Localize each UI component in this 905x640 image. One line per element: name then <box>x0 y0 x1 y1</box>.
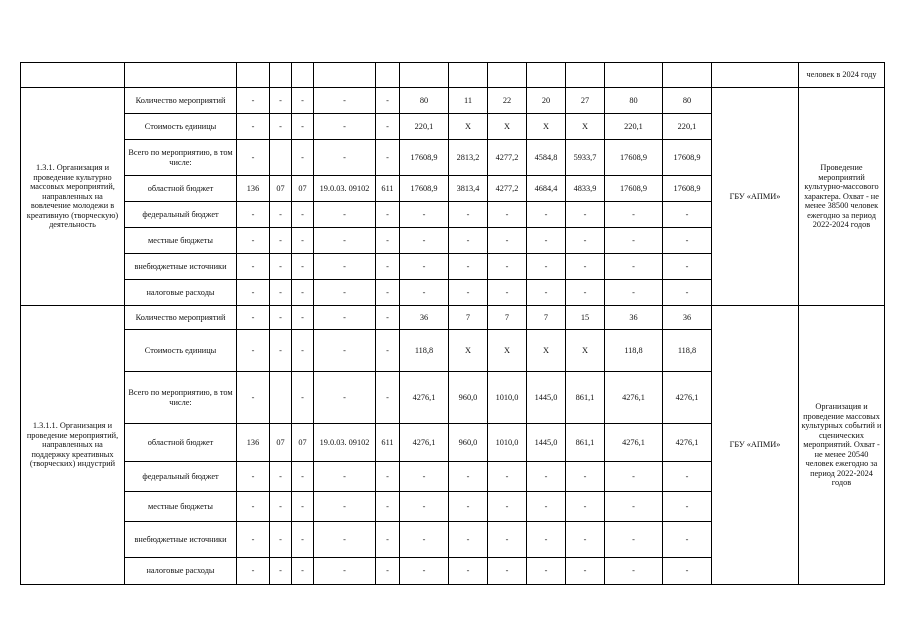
value-cell: - <box>270 462 292 492</box>
value-cell: - <box>400 280 449 306</box>
value-cell: - <box>663 254 712 280</box>
value-cell: - <box>237 254 270 280</box>
value-cell: - <box>605 462 663 492</box>
header-cell <box>237 63 270 88</box>
value-cell: - <box>449 492 488 522</box>
value-cell: - <box>292 140 314 176</box>
value-cell: - <box>270 202 292 228</box>
value-cell: - <box>527 522 566 558</box>
value-cell: - <box>376 202 400 228</box>
row-label: Количество мероприятий <box>125 88 237 114</box>
value-cell: 17608,9 <box>663 176 712 202</box>
value-cell: - <box>663 202 712 228</box>
value-cell: 15 <box>566 306 605 330</box>
header-cell <box>527 63 566 88</box>
header-cell <box>400 63 449 88</box>
executor-cell: ГБУ «АПМИ» <box>712 88 799 306</box>
value-cell: - <box>314 492 376 522</box>
value-cell: 4276,1 <box>605 424 663 462</box>
value-cell: 1010,0 <box>488 372 527 424</box>
row-label: Всего по мероприятию, в том числе: <box>125 140 237 176</box>
value-cell: - <box>605 254 663 280</box>
value-cell: - <box>314 140 376 176</box>
value-cell: - <box>449 462 488 492</box>
value-cell: 4277,2 <box>488 176 527 202</box>
value-cell: - <box>237 140 270 176</box>
value-cell: 20 <box>527 88 566 114</box>
value-cell: - <box>527 254 566 280</box>
value-cell: - <box>237 88 270 114</box>
header-cell <box>449 63 488 88</box>
value-cell: 136 <box>237 424 270 462</box>
value-cell: - <box>376 492 400 522</box>
value-cell: - <box>663 558 712 585</box>
row-label: внебюджетные источники <box>125 254 237 280</box>
value-cell: - <box>314 522 376 558</box>
value-cell: - <box>376 88 400 114</box>
row-label: налоговые расходы <box>125 558 237 585</box>
value-cell: - <box>449 202 488 228</box>
value-cell: - <box>237 114 270 140</box>
value-cell: - <box>527 280 566 306</box>
value-cell: 07 <box>270 176 292 202</box>
row-label: Количество мероприятий <box>125 306 237 330</box>
value-cell: X <box>527 330 566 372</box>
value-cell: 118,8 <box>663 330 712 372</box>
value-cell: 80 <box>663 88 712 114</box>
value-cell: 1445,0 <box>527 372 566 424</box>
value-cell: - <box>663 462 712 492</box>
value-cell: - <box>449 522 488 558</box>
header-cell <box>566 63 605 88</box>
value-cell: - <box>292 558 314 585</box>
row-label: налоговые расходы <box>125 280 237 306</box>
value-cell: - <box>400 558 449 585</box>
activity-name: 1.3.1.1. Организация и проведение мероприятий, направленных на поддержку креативных (творческих) индустрий <box>21 306 125 585</box>
value-cell: 19.0.03. 09102 <box>314 424 376 462</box>
value-cell: 4277,2 <box>488 140 527 176</box>
value-cell: - <box>376 558 400 585</box>
row-label: внебюджетные источники <box>125 522 237 558</box>
value-cell: - <box>376 306 400 330</box>
value-cell: 80 <box>605 88 663 114</box>
value-cell: 861,1 <box>566 372 605 424</box>
value-cell: 4833,9 <box>566 176 605 202</box>
value-cell: - <box>292 88 314 114</box>
value-cell: - <box>237 492 270 522</box>
value-cell: - <box>527 202 566 228</box>
value-cell: - <box>270 280 292 306</box>
value-cell: - <box>376 280 400 306</box>
value-cell: - <box>400 254 449 280</box>
row-label: Всего по мероприятию, в том числе: <box>125 372 237 424</box>
value-cell: - <box>376 522 400 558</box>
value-cell: 7 <box>449 306 488 330</box>
value-cell: - <box>292 114 314 140</box>
value-cell: - <box>270 228 292 254</box>
program-table <box>20 62 885 585</box>
value-cell: 118,8 <box>605 330 663 372</box>
value-cell: - <box>314 306 376 330</box>
value-cell: - <box>292 330 314 372</box>
value-cell: X <box>566 114 605 140</box>
value-cell: - <box>605 522 663 558</box>
value-cell: - <box>400 522 449 558</box>
header-cell <box>663 63 712 88</box>
value-cell: - <box>376 114 400 140</box>
value-cell: - <box>527 228 566 254</box>
value-cell: 4584,8 <box>527 140 566 176</box>
value-cell: - <box>400 462 449 492</box>
value-cell: - <box>400 202 449 228</box>
value-cell: - <box>566 280 605 306</box>
value-cell: 4276,1 <box>400 372 449 424</box>
value-cell: 2813,2 <box>449 140 488 176</box>
value-cell: - <box>605 492 663 522</box>
value-cell: - <box>663 280 712 306</box>
value-cell: - <box>314 330 376 372</box>
value-cell: - <box>566 228 605 254</box>
value-cell: - <box>270 522 292 558</box>
value-cell: - <box>270 492 292 522</box>
value-cell: - <box>376 372 400 424</box>
header-cell <box>270 63 292 88</box>
value-cell: - <box>566 254 605 280</box>
value-cell: 17608,9 <box>400 176 449 202</box>
value-cell: 36 <box>663 306 712 330</box>
value-cell: - <box>488 462 527 492</box>
value-cell: - <box>566 462 605 492</box>
row-label: областной бюджет <box>125 176 237 202</box>
value-cell: - <box>237 522 270 558</box>
value-cell: 4276,1 <box>400 424 449 462</box>
value-cell: - <box>270 558 292 585</box>
value-cell: - <box>314 228 376 254</box>
value-cell: - <box>314 114 376 140</box>
table-row <box>21 88 885 114</box>
value-cell: - <box>449 254 488 280</box>
goal-cell: Организация и проведение массовых культурных событий и сценических мероприятий. Охват - не менее 20540 человек ежегодно за период 2022-2024 годов <box>799 306 885 585</box>
value-cell: 07 <box>292 424 314 462</box>
value-cell: - <box>527 492 566 522</box>
value-cell: X <box>449 330 488 372</box>
value-cell: - <box>376 330 400 372</box>
value-cell: - <box>314 280 376 306</box>
header-cell: человек в 2024 году <box>799 63 885 88</box>
value-cell: - <box>449 558 488 585</box>
value-cell: - <box>270 306 292 330</box>
value-cell: - <box>376 140 400 176</box>
value-cell: 861,1 <box>566 424 605 462</box>
value-cell: - <box>376 228 400 254</box>
value-cell: - <box>270 114 292 140</box>
activity-name: 1.3.1. Организация и проведение культурно массовых мероприятий, направленных на вовлечение молодежи в креативную (творческую) деятельность <box>21 88 125 306</box>
value-cell: 1010,0 <box>488 424 527 462</box>
value-cell: - <box>270 254 292 280</box>
value-cell: - <box>527 462 566 492</box>
row-label: областной бюджет <box>125 424 237 462</box>
executor-cell: ГБУ «АПМИ» <box>712 306 799 585</box>
value-cell: 7 <box>527 306 566 330</box>
value-cell: - <box>237 558 270 585</box>
value-cell: - <box>566 202 605 228</box>
value-cell: - <box>566 492 605 522</box>
value-cell: - <box>488 492 527 522</box>
value-cell: - <box>292 372 314 424</box>
header-cell <box>376 63 400 88</box>
value-cell: - <box>566 522 605 558</box>
value-cell: 960,0 <box>449 372 488 424</box>
value-cell: - <box>605 202 663 228</box>
value-cell: 07 <box>270 424 292 462</box>
value-cell: X <box>449 114 488 140</box>
value-cell: - <box>376 254 400 280</box>
header-cell <box>488 63 527 88</box>
value-cell: - <box>605 228 663 254</box>
value-cell: - <box>270 330 292 372</box>
value-cell: 17608,9 <box>605 176 663 202</box>
value-cell: - <box>314 88 376 114</box>
value-cell: 19.0.03. 09102 <box>314 176 376 202</box>
value-cell: - <box>527 558 566 585</box>
value-cell: 136 <box>237 176 270 202</box>
table-row <box>21 306 885 330</box>
value-cell: - <box>292 228 314 254</box>
value-cell: 220,1 <box>400 114 449 140</box>
value-cell: 4684,4 <box>527 176 566 202</box>
header-cell <box>605 63 663 88</box>
value-cell: - <box>292 492 314 522</box>
value-cell: - <box>488 280 527 306</box>
value-cell: X <box>488 330 527 372</box>
value-cell: - <box>237 372 270 424</box>
value-cell: - <box>314 202 376 228</box>
value-cell: - <box>292 202 314 228</box>
value-cell: - <box>663 522 712 558</box>
header-cell <box>712 63 799 88</box>
value-cell: 17608,9 <box>663 140 712 176</box>
value-cell: 36 <box>400 306 449 330</box>
value-cell: - <box>292 280 314 306</box>
value-cell: 11 <box>449 88 488 114</box>
value-cell: - <box>605 558 663 585</box>
row-label: Стоимость единицы <box>125 114 237 140</box>
value-cell: 220,1 <box>663 114 712 140</box>
value-cell: - <box>292 306 314 330</box>
value-cell: 118,8 <box>400 330 449 372</box>
header-cell <box>125 63 237 88</box>
value-cell: - <box>566 558 605 585</box>
value-cell: - <box>237 306 270 330</box>
value-cell: X <box>527 114 566 140</box>
table-header-row <box>21 63 885 88</box>
value-cell: 4276,1 <box>605 372 663 424</box>
value-cell: - <box>488 522 527 558</box>
value-cell: 17608,9 <box>605 140 663 176</box>
value-cell: X <box>488 114 527 140</box>
row-label: Стоимость единицы <box>125 330 237 372</box>
value-cell: - <box>488 202 527 228</box>
value-cell: 960,0 <box>449 424 488 462</box>
table-body <box>21 63 885 585</box>
value-cell: 3813,4 <box>449 176 488 202</box>
value-cell: - <box>314 558 376 585</box>
value-cell: 4276,1 <box>663 424 712 462</box>
value-cell: - <box>449 280 488 306</box>
value-cell: - <box>488 254 527 280</box>
value-cell: 4276,1 <box>663 372 712 424</box>
value-cell: 27 <box>566 88 605 114</box>
value-cell: - <box>237 280 270 306</box>
value-cell <box>270 372 292 424</box>
row-label: федеральный бюджет <box>125 202 237 228</box>
row-label: местные бюджеты <box>125 228 237 254</box>
value-cell: - <box>292 462 314 492</box>
value-cell: - <box>449 228 488 254</box>
value-cell: - <box>237 228 270 254</box>
header-cell <box>292 63 314 88</box>
value-cell: - <box>270 88 292 114</box>
value-cell: - <box>663 228 712 254</box>
value-cell: - <box>314 372 376 424</box>
value-cell: 07 <box>292 176 314 202</box>
header-cell <box>21 63 125 88</box>
value-cell: 7 <box>488 306 527 330</box>
goal-cell: Проведение мероприятий культурно-массового характера. Охват - не менее 38500 человек ежегодно за период 2022-2024 годов <box>799 88 885 306</box>
value-cell: - <box>237 330 270 372</box>
value-cell: 22 <box>488 88 527 114</box>
value-cell: - <box>237 202 270 228</box>
value-cell: - <box>314 462 376 492</box>
value-cell: - <box>314 254 376 280</box>
value-cell: 17608,9 <box>400 140 449 176</box>
value-cell: - <box>400 492 449 522</box>
value-cell: - <box>605 280 663 306</box>
row-label: местные бюджеты <box>125 492 237 522</box>
value-cell: - <box>292 522 314 558</box>
value-cell <box>270 140 292 176</box>
value-cell: 1445,0 <box>527 424 566 462</box>
header-cell <box>314 63 376 88</box>
value-cell: X <box>566 330 605 372</box>
row-label: федеральный бюджет <box>125 462 237 492</box>
value-cell: - <box>376 462 400 492</box>
value-cell: 220,1 <box>605 114 663 140</box>
value-cell: - <box>292 254 314 280</box>
value-cell: - <box>663 492 712 522</box>
value-cell: 611 <box>376 176 400 202</box>
value-cell: 36 <box>605 306 663 330</box>
value-cell: - <box>400 228 449 254</box>
value-cell: 5933,7 <box>566 140 605 176</box>
value-cell: - <box>488 558 527 585</box>
value-cell: 611 <box>376 424 400 462</box>
value-cell: - <box>488 228 527 254</box>
value-cell: - <box>237 462 270 492</box>
value-cell: 80 <box>400 88 449 114</box>
